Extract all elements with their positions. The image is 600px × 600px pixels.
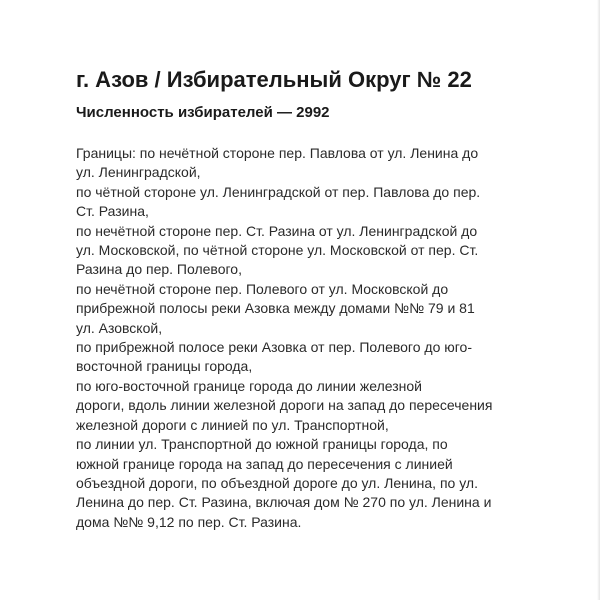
text-line: железной дороги с линией по ул. Транспортной, bbox=[76, 416, 389, 433]
text-line: восточной границы города, bbox=[76, 358, 253, 375]
text-line: по прибрежной полосе реки Азовка от пер. Полевого до юго- bbox=[76, 339, 472, 356]
text-line: по чётной стороне ул. Ленинградской от пер. Павлова до пер. bbox=[76, 183, 481, 200]
text-line: Ст. Разина, bbox=[76, 203, 149, 220]
text-line: дороги, вдоль линии железной дороги на запад до пересечения bbox=[76, 397, 493, 414]
text-line: по линии ул. Транспортной до южной границы города, по bbox=[76, 436, 448, 453]
text-line: прибрежной полосы реки Азовка между домами №№ 79 и 81 bbox=[76, 300, 475, 317]
text-line: ул. Азовской, bbox=[76, 319, 163, 336]
document-title: г. Азов / Избирательный Округ № 22 bbox=[76, 67, 472, 92]
text-line: по юго-восточной границе города до линии железной bbox=[76, 377, 422, 394]
text-line: Границы: по нечётной стороне пер. Павлова от ул. Ленина до bbox=[76, 145, 479, 161]
text-line: Ленина до пер. Ст. Разина, включая дом № 270 по ул. Ленина и bbox=[76, 494, 492, 511]
text-line: объездной дороги, по объездной дороге до ул. Ленина, по ул. bbox=[76, 474, 478, 491]
text-line: дома №№ 9,12 по пер. Ст. Разина. bbox=[76, 513, 302, 530]
boundaries-description bbox=[76, 144, 526, 532]
text-line: ул. Ленинградской, bbox=[76, 164, 201, 181]
text-line: по нечётной стороне пер. Ст. Разина от ул. Ленинградской до bbox=[76, 222, 478, 239]
text-line: ул. Московской, по чётной стороне ул. Московской от пер. Ст. bbox=[76, 242, 479, 259]
text-line: Разина до пер. Полевого, bbox=[76, 261, 242, 278]
document-content bbox=[76, 66, 526, 532]
text-line: по нечётной стороне пер. Полевого от ул. Московской до bbox=[76, 280, 449, 297]
voter-count: Численность избирателей — 2992 bbox=[76, 104, 330, 121]
text-line: южной границе города на запад до пересечения с линией bbox=[76, 455, 453, 472]
